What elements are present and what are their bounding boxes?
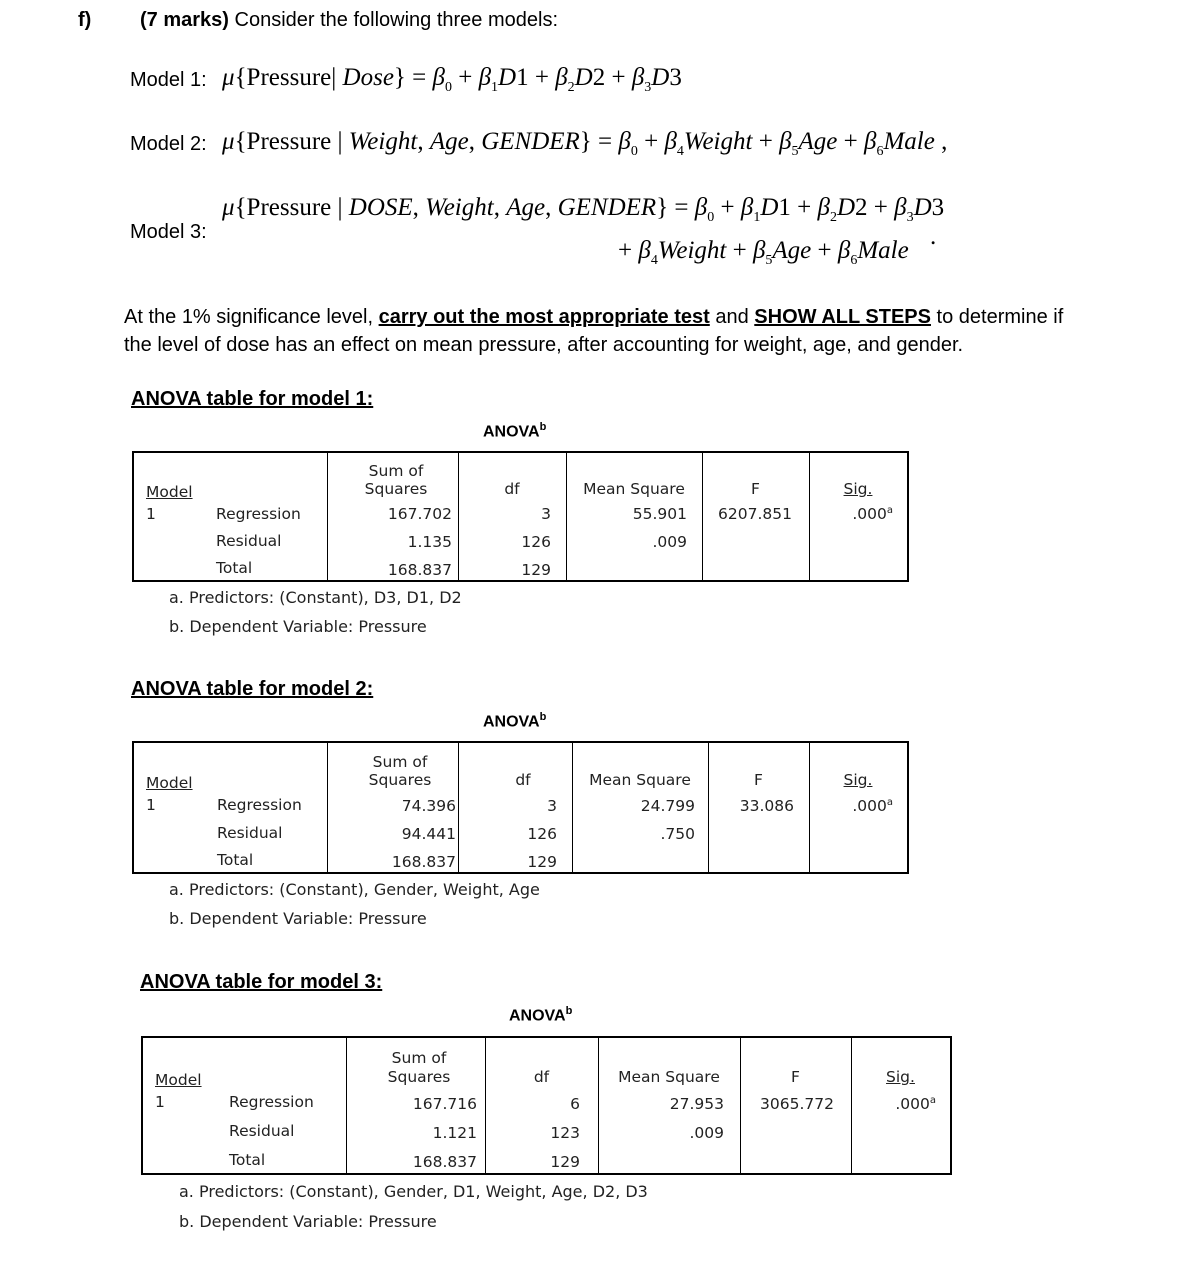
- cell-ms: .009: [689, 1124, 724, 1142]
- header-df: df: [515, 771, 531, 789]
- table-1-section-title: ANOVA table for model 1:: [131, 388, 374, 410]
- cell-df: 129: [521, 561, 551, 579]
- anova-table-1: [132, 451, 909, 582]
- question-label: f): [78, 9, 92, 31]
- prompt-underline-2: SHOW ALL STEPS: [754, 306, 931, 328]
- model-3-label: Model 3:: [130, 221, 207, 243]
- cell-df: 6: [570, 1095, 580, 1113]
- cell-ss: 168.837: [391, 853, 456, 871]
- cell-ss: 1.121: [432, 1124, 477, 1142]
- cell-sig: .000$^a$: [895, 1095, 936, 1114]
- model-3-equation-line2: + $\beta_4Weight + \beta_5Age$ + $\beta_6Male$: [618, 237, 909, 268]
- cell-df: 129: [550, 1153, 580, 1171]
- header-df: df: [504, 480, 520, 498]
- row-label: Residual: [217, 824, 283, 842]
- table-2-anova-title: ANOVA$^b$: [483, 711, 547, 731]
- question-marks: (7 marks): [140, 9, 229, 31]
- cell-ss: 168.837: [387, 561, 452, 579]
- cell-f: 33.086: [739, 797, 794, 815]
- cell-df: 126: [527, 825, 557, 843]
- model-1-label: Model 1:: [130, 69, 207, 91]
- header-sig: Sig.: [843, 480, 873, 498]
- row-label: Regression: [229, 1093, 314, 1111]
- cell-ss: 167.716: [412, 1095, 477, 1113]
- cell-ms: .009: [652, 533, 687, 551]
- header-sig: Sig.: [886, 1068, 915, 1086]
- header-mean-square: Mean Square: [589, 771, 691, 789]
- header-model: Model: [146, 483, 193, 501]
- question-intro: [140, 9, 558, 32]
- cell-ss: 94.441: [401, 825, 456, 843]
- row-label: Residual: [229, 1122, 295, 1140]
- model-2-equation: μ{Pressure | Weight, Age, GENDER} = $\beta_0$ + $\beta_4Weight + \beta_5Age$ + $\beta_6Male$ ,: [222, 128, 948, 159]
- cell-ms: 27.953: [669, 1095, 724, 1113]
- header-sum-of: Sum of: [372, 753, 428, 771]
- model-number: 1: [155, 1093, 165, 1111]
- header-squares: Squares: [387, 1068, 451, 1086]
- table-3-anova-title: ANOVA$^b$: [509, 1005, 573, 1025]
- model-3-equation-line1: μ{Pressure | DOSE, Weight, Age, GENDER} = $\beta_0 + \beta_1D1 + \beta_2D2 + \beta_3D3$: [222, 194, 945, 225]
- cell-df: 129: [527, 853, 557, 871]
- model-number: 1: [146, 505, 156, 523]
- anova-table-3: [141, 1036, 952, 1175]
- header-sum-of: Sum of: [391, 1049, 447, 1067]
- cell-ss: 74.396: [401, 797, 456, 815]
- header-model: Model: [146, 774, 193, 792]
- model-1-equation: μ{Pressure| Dose} = $\beta_0 + \beta_1D1 + \beta_2D2 + \beta_3D3$: [222, 64, 682, 95]
- row-label: Regression: [217, 796, 302, 814]
- cell-ss: 168.837: [412, 1153, 477, 1171]
- prompt-and: and: [715, 306, 749, 328]
- table-3-section-title: ANOVA table for model 3:: [140, 971, 383, 993]
- row-label: Regression: [216, 505, 301, 523]
- table-2-footnote-b: b. Dependent Variable: Pressure: [169, 909, 427, 928]
- prompt-underline-1: carry out the most appropriate test: [378, 306, 710, 328]
- table-1-anova-title: ANOVA$^b$: [483, 421, 547, 441]
- cell-ms: .750: [660, 825, 695, 843]
- cell-ss: 1.135: [407, 533, 452, 551]
- table-2-footnote-a: a. Predictors: (Constant), Gender, Weight, Age: [169, 880, 540, 899]
- table-1-footnote-b: b. Dependent Variable: Pressure: [169, 617, 427, 636]
- row-label: Total: [217, 851, 254, 869]
- header-f: F: [754, 771, 763, 789]
- table-3-footnote-b: b. Dependent Variable: Pressure: [179, 1212, 437, 1231]
- cell-sig: .000$^a$: [852, 505, 893, 524]
- header-squares: Squares: [368, 771, 432, 789]
- cell-sig: .000$^a$: [852, 797, 893, 816]
- header-mean-square: Mean Square: [583, 480, 685, 498]
- cell-df: 126: [521, 533, 551, 551]
- table-2-section-title: ANOVA table for model 2:: [131, 678, 374, 700]
- table-1-footnote-a: a. Predictors: (Constant), D3, D1, D2: [169, 588, 462, 607]
- header-sum-of: Sum of: [368, 462, 424, 480]
- cell-f: 6207.851: [718, 505, 792, 523]
- cell-df: 123: [550, 1124, 580, 1142]
- question-intro-text: Consider the following three models:: [234, 9, 559, 31]
- header-mean-square: Mean Square: [618, 1068, 720, 1086]
- row-label: Total: [216, 559, 253, 577]
- prompt-part2: to determine if: [936, 306, 1064, 328]
- header-squares: Squares: [364, 480, 428, 498]
- header-sig: Sig.: [843, 771, 873, 789]
- header-f: F: [751, 480, 760, 498]
- prompt-part1: At the 1% significance level,: [124, 306, 374, 328]
- row-label: Residual: [216, 532, 282, 550]
- prompt-line-2: the level of dose has an effect on mean pressure, after accounting for weight, age, and gender.: [124, 334, 964, 356]
- cell-f: 3065.772: [760, 1095, 834, 1113]
- prompt-line-1: [124, 303, 1063, 331]
- header-df: df: [533, 1068, 550, 1086]
- cell-ms: 24.799: [640, 797, 695, 815]
- cell-df: 3: [541, 505, 551, 523]
- row-label: Total: [229, 1151, 266, 1169]
- model-3-period: .: [930, 223, 937, 250]
- model-2-label: Model 2:: [130, 133, 207, 155]
- header-f: F: [791, 1068, 800, 1086]
- table-3-footnote-a: a. Predictors: (Constant), Gender, D1, Weight, Age, D2, D3: [179, 1182, 648, 1201]
- header-model: Model: [155, 1071, 202, 1089]
- cell-ms: 55.901: [632, 505, 687, 523]
- model-number: 1: [146, 796, 156, 814]
- anova-table-2: [132, 741, 909, 874]
- cell-ss: 167.702: [387, 505, 452, 523]
- cell-df: 3: [547, 797, 557, 815]
